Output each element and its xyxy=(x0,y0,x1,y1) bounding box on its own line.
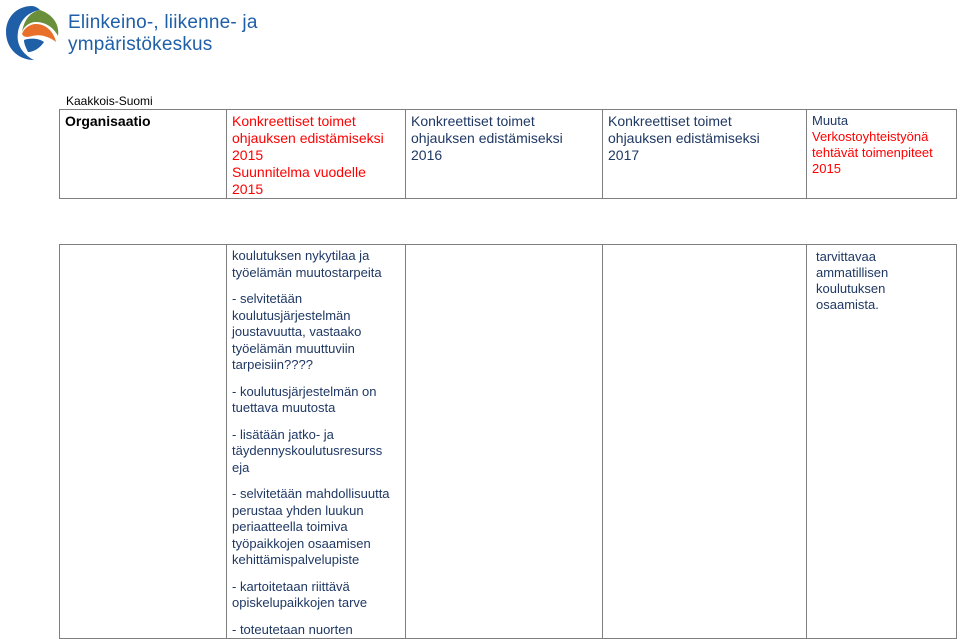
ely-logo-icon xyxy=(2,2,62,62)
header-cell-2017 xyxy=(603,110,807,199)
logo-text xyxy=(68,12,258,56)
body-cell-2016 xyxy=(406,245,603,639)
logo-line-2: ympäristökeskus xyxy=(68,34,213,55)
logo-line-1: Elinkeino-, liikenne- ja xyxy=(68,12,258,33)
header-cell-2016 xyxy=(406,110,603,199)
paragraph: - kartoitetaan riittävä opiskelupaikkojen tarve xyxy=(232,578,368,610)
body-cell-muuta xyxy=(807,245,957,639)
header-col2-line: 2015 xyxy=(232,147,264,163)
header-col5-line: Muuta xyxy=(812,113,849,128)
header-col5-line: Verkostoyhteistyönä xyxy=(812,129,929,144)
header-col3-line: ohjauksen edistämiseksi xyxy=(411,130,563,146)
header-table xyxy=(59,109,957,199)
header-cell-2015 xyxy=(227,110,406,199)
header-col4-line: ohjauksen edistämiseksi xyxy=(608,130,760,146)
body-cell-organisaatio xyxy=(60,245,227,639)
paragraph: - selvitetään koulutusjärjestelmän joustavuutta, vastaako työelämän muuttuviin tarpeisiin???? xyxy=(232,291,362,372)
header-cell-organisaatio xyxy=(60,110,227,199)
header-col3-line: 2016 xyxy=(411,147,443,163)
paragraph: - toteutetaan nuorten xyxy=(232,621,353,637)
body-cell-2017 xyxy=(603,245,807,639)
body-cell-2015 xyxy=(227,245,406,639)
header-col3-line: Konkreettiset toimet xyxy=(411,113,535,129)
header-org-label: Organisaatio xyxy=(65,113,151,129)
body-row xyxy=(60,245,957,639)
paragraph: - koulutusjärjestelmän on tuettava muutosta xyxy=(232,383,377,415)
paragraph: koulutuksen nykytilaa ja työelämän muutostarpeita xyxy=(232,248,382,280)
header-col2-line: 2015 xyxy=(232,181,264,197)
header-col4-line: 2017 xyxy=(608,147,640,163)
header-col2-line: Konkreettiset toimet xyxy=(232,113,356,129)
paragraph: - lisätään jatko- ja täydennyskoulutusresurss eja xyxy=(232,426,383,475)
header-col2-line: ohjauksen edistämiseksi xyxy=(232,130,384,146)
header-col5-line: 2015 xyxy=(812,161,841,176)
header-col5-line: tehtävät toimenpiteet xyxy=(812,145,933,160)
paragraph: tarvittavaa ammatillisen koulutuksen osaamista. xyxy=(816,249,889,312)
region-label: Kaakkois-Suomi xyxy=(66,94,153,108)
paragraph: - selvitetään mahdollisuutta perustaa yhden luukun periaatteella toimiva työpaikkojen osaamisen kehittämispalvelupiste xyxy=(232,486,390,567)
header-col4-line: Konkreettiset toimet xyxy=(608,113,732,129)
header-row xyxy=(60,110,957,199)
header-cell-muuta xyxy=(807,110,957,199)
body-table xyxy=(59,244,957,639)
header-col2-line: Suunnitelma vuodelle xyxy=(232,164,366,180)
